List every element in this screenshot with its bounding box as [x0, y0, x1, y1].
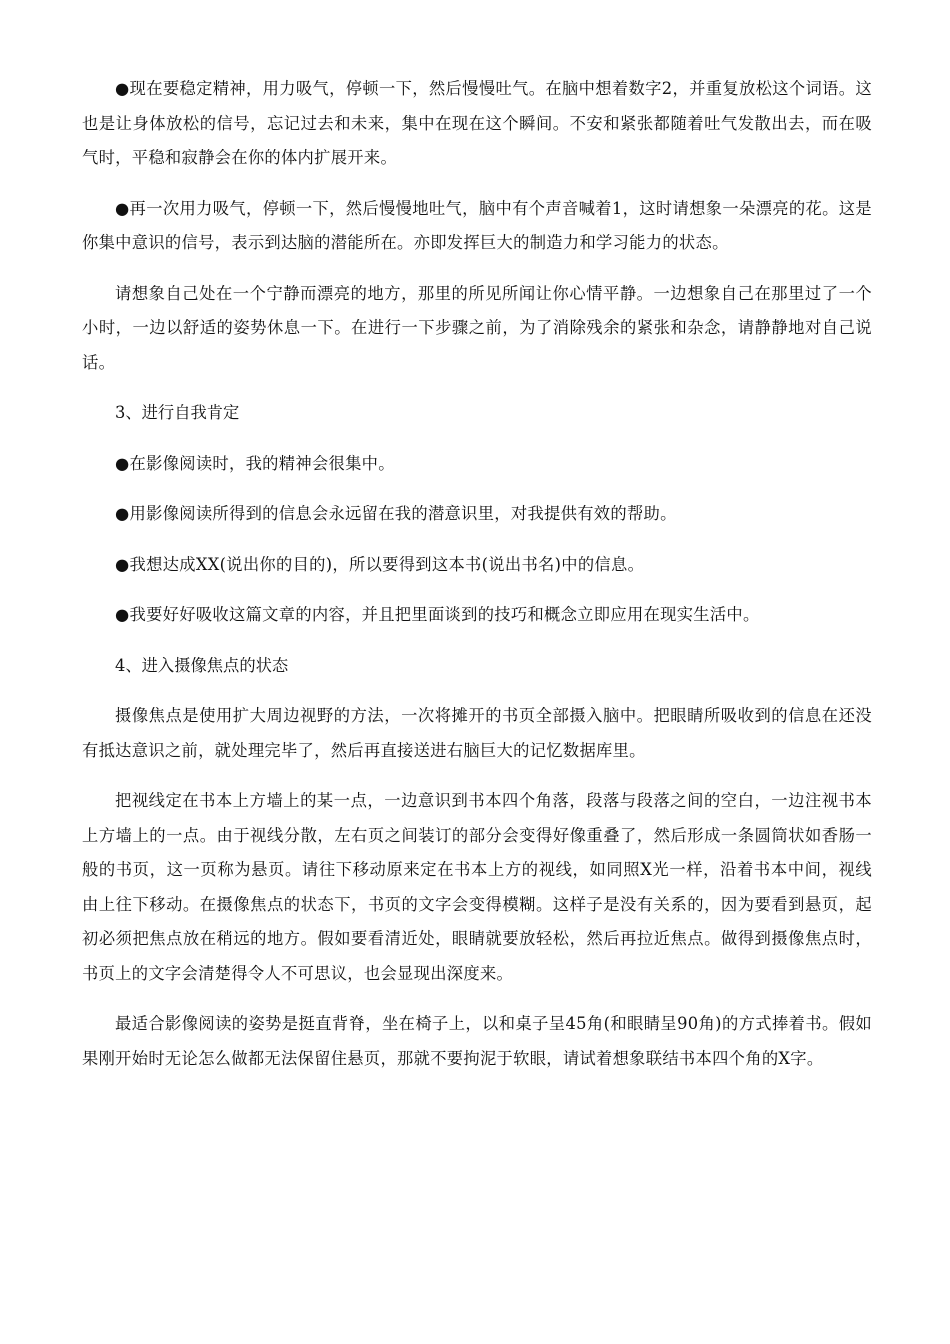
- paragraph-posture: 最适合影像阅读的姿势是挺直背脊，坐在椅子上，以和桌子呈45角(和眼睛呈90角)的方式捧着书。假如果刚开始时无论怎么做都无法保留住悬页，那就不要拘泥于软眼，请试着想象联结书本四个角的X字。: [82, 1014, 872, 1068]
- section-heading-affirmation: 3、进行自我肯定: [115, 403, 240, 422]
- affirmation-item: ●用影像阅读所得到的信息会永远留在我的潜意识里，对我提供有效的帮助。: [115, 504, 677, 523]
- paragraph-exhale-2: ●现在要稳定精神，用力吸气，停顿一下，然后慢慢吐气。在脑中想着数字2，并重复放松这个词语。这也是让身体放松的信号，忘记过去和未来，集中在现在这个瞬间。不安和紧张都随着吐气发散出去，而在吸气时，平稳和寂静会在你的体内扩展开来。: [82, 79, 872, 167]
- paragraph-imagine-place: 请想象自己处在一个宁静而漂亮的地方，那里的所见所闻让你心情平静。一边想象自己在那里过了一个小时，一边以舒适的姿势休息一下。在进行一下步骤之前，为了消除残余的紧张和杂念，请静静地对自己说话。: [82, 283, 872, 372]
- affirmation-item: ●在影像阅读时，我的精神会很集中。: [115, 453, 395, 473]
- document-page: [82, 72, 872, 1092]
- paragraph-photofocus-definition: 摄像焦点是使用扩大周边视野的方法，一次将摊开的书页全部摄入脑中。把眼睛所吸收到的信息在还没有抵达意识之前，就处理完毕了，然后再直接送进右脑巨大的记忆数据库里。: [82, 706, 872, 760]
- affirmation-item: ●我要好好吸收这篇文章的内容，并且把里面谈到的技巧和概念立即应用在现实生活中。: [115, 605, 760, 624]
- section-heading-photofocus: 4、进入摄像焦点的状态: [115, 655, 289, 675]
- paragraph-exhale-1: ●再一次用力吸气，停顿一下，然后慢慢地吐气，脑中有个声音喊着1，这时请想象一朵漂亮的花。这是你集中意识的信号，表示到达脑的潜能所在。亦即发挥巨大的制造力和学习能力的状态。: [82, 198, 872, 252]
- affirmation-item: ●我想达成XX(说出你的目的)，所以要得到这本书(说出书名)中的信息。: [115, 554, 645, 574]
- paragraph-photofocus-method: 把视线定在书本上方墙上的某一点，一边意识到书本四个角落，段落与段落之间的空白，一边注视书本上方墙上的一点。由于视线分散，左右页之间装订的部分会变得好像重叠了，然后形成一条圆筒状如香肠一般的书页，这一页称为悬页。请往下移动原来定在书本上方的视线，如同照X光一样，沿着书本中间，视线由上往下移动。在摄像焦点的状态下，书页的文字会变得模糊。这样子是没有关系的，因为要看到悬页，起初必须把焦点放在稍远的地方。假如要看清近处，眼睛就要放轻松，然后再拉近焦点。做得到摄像焦点时，书页上的文字会清楚得令人不可思议，也会显现出深度来。: [82, 791, 872, 983]
